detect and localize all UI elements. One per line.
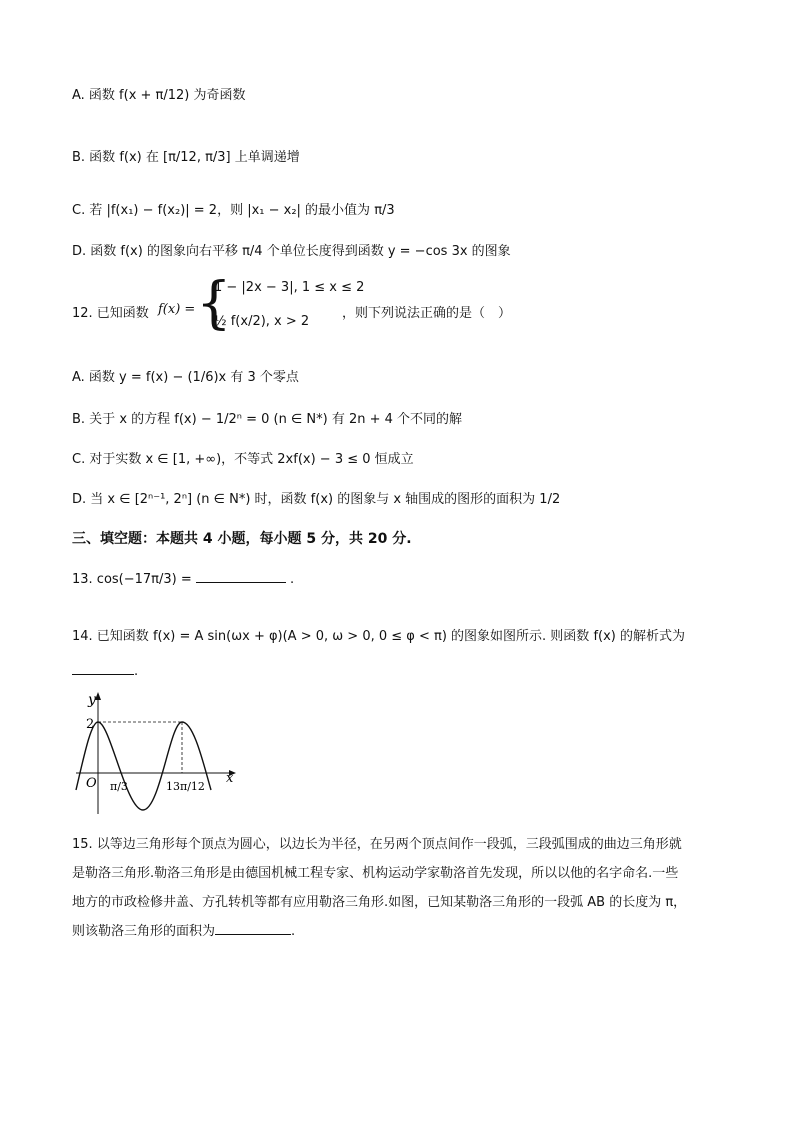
y-tick-label: 2 — [86, 717, 95, 732]
q11-option-d: D. 函数 f(x) 的图象向右平移 π/4 个单位长度得到函数 y = −cos 3x 的图象 — [72, 244, 511, 259]
q12-piece-2: ½ f(x/2), x > 2 — [214, 314, 310, 329]
q12-brace: { — [196, 271, 232, 336]
q12-option-d: D. 当 x ∈ [2ⁿ⁻¹, 2ⁿ] (n ∈ N*) 时，函数 f(x) 的图象与 x 轴围成的图形的面积为 1/2 — [72, 492, 561, 507]
q13: 13. cos(−17π/3) = . — [72, 572, 295, 587]
q11-option-a: A. 函数 f(x + π/12) 为奇函数 — [72, 88, 246, 103]
q15: 15. 以等边三角形每个顶点为圆心，以边长为半径，在另两个顶点间作一段弧，三段弧围成的曲边三角形就 是勒洛三角形.勒洛三角形是由德国机械工程专家、机构运动学家勒洛首先发现，所以以他的名字命名.一些 地方的市政检修井盖、方孔转机等都有应用勒洛三角形.如图，已知某勒洛三角形的一段弧 AB 的长度为 π， 则该勒洛三角形的面积为 . — [72, 837, 687, 939]
x-axis-label: x — [226, 771, 234, 786]
x-tick-label-1: π/3 — [110, 780, 128, 793]
q15-answer-blank[interactable] — [215, 934, 291, 935]
q11-option-c: C. 若 |f(x₁) − f(x₂)| = 2，则 |x₁ − x₂| 的最小值为 π/3 — [72, 203, 395, 218]
origin-label: O — [86, 776, 97, 791]
sine-curve — [76, 722, 211, 810]
sine-graph — [66, 686, 246, 816]
y-axis-label: y — [88, 692, 96, 708]
q12-f-of-x: f(x) = — [158, 302, 196, 317]
q11-option-b: B. 函数 f(x) 在 [π/12, π/3] 上单调递增 — [72, 150, 300, 165]
q12-option-b: B. 关于 x 的方程 f(x) − 1/2ⁿ = 0 (n ∈ N*) 有 2n + 4 个不同的解 — [72, 412, 463, 427]
q14-answer-blank[interactable] — [72, 674, 134, 675]
q14-answer-line: . — [72, 664, 138, 679]
q12-option-c: C. 对于实数 x ∈ [1, +∞)，不等式 2xf(x) − 3 ≤ 0 恒成立 — [72, 452, 414, 467]
q12-option-a: A. 函数 y = f(x) − (1/6)x 有 3 个零点 — [72, 370, 299, 385]
x-tick-label-2: 13π/12 — [166, 780, 205, 793]
q14: 14. 已知函数 f(x) = A sin(ωx + φ)(A > 0, ω > 0, 0 ≤ φ < π) 的图象如图所示. 则函数 f(x) 的解析式为 — [72, 629, 685, 644]
q13-answer-blank[interactable] — [196, 582, 286, 583]
q12-piece-1: 1 − |2x − 3|, 1 ≤ x ≤ 2 — [214, 280, 365, 295]
section-heading: 三、填空题：本题共 4 小题，每小题 5 分，共 20 分. — [72, 531, 412, 547]
